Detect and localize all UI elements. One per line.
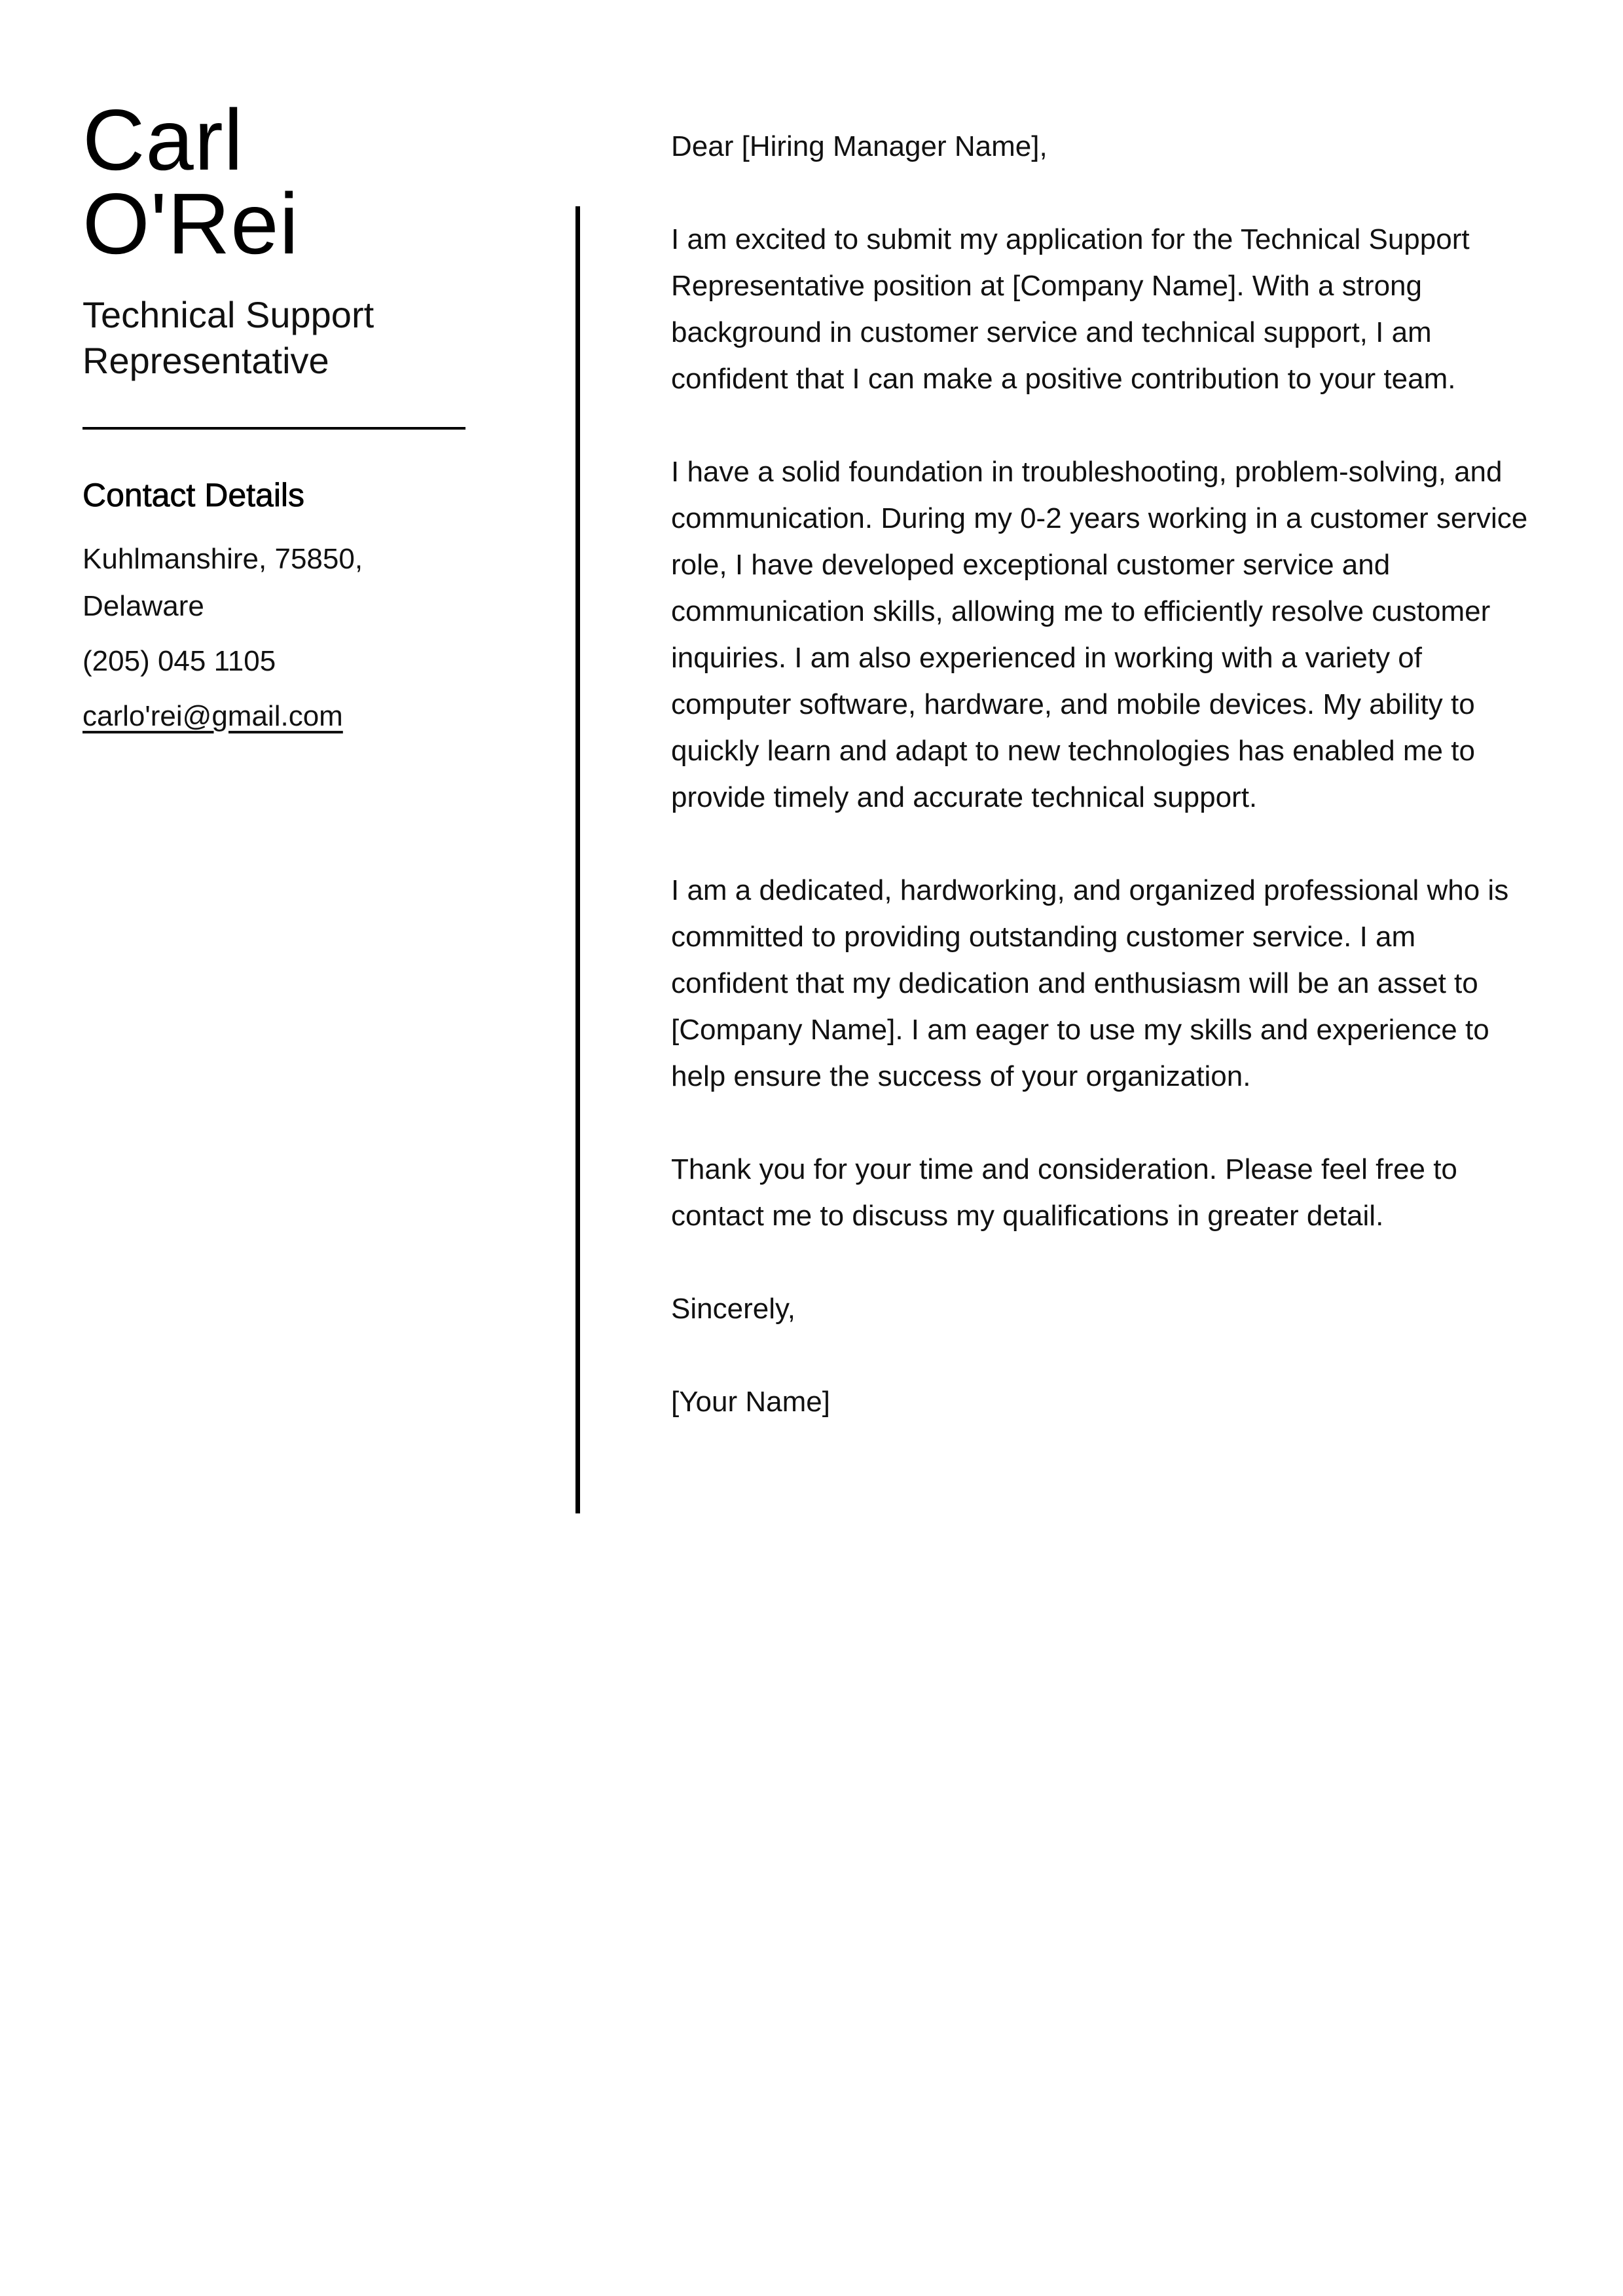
vertical-divider — [575, 206, 580, 1513]
contact-phone: (205) 045 1105 — [82, 645, 276, 677]
signature: [Your Name] — [671, 1386, 830, 1418]
closing: Sincerely, — [671, 1293, 795, 1325]
sidebar-divider — [82, 427, 465, 430]
job-title: Technical Support Representative — [82, 294, 374, 381]
paragraph-thanks: Thank you for your time and consideration. Please feel free to contact me to discuss my qualifications in greater detail. — [671, 1153, 1457, 1232]
candidate-name — [82, 92, 475, 272]
contact-heading: Contact Details — [82, 477, 305, 513]
sidebar — [82, 92, 475, 740]
salutation: Dear [Hiring Manager Name], — [671, 130, 1048, 162]
paragraph-intro: I am excited to submit my application for the Technical Support Representative position at [Company Name]. With a strong background in customer service and technical support, I am confident that I can make a positive contribution to your team. — [671, 223, 1470, 395]
letter-body — [671, 123, 1529, 1425]
paragraph-qualities: I am a dedicated, hardworking, and organized professional who is committed to providing outstanding customer service. I am confident that my dedication and enthusiasm will be an asset to [Company Name]. I am eager to use my skills and experience to help ensure the success of your organization. — [671, 874, 1509, 1092]
last-name: O'Rei — [82, 176, 299, 272]
contact-email-link[interactable]: carlo'rei@gmail.com — [82, 700, 343, 732]
paragraph-experience: I have a solid foundation in troubleshooting, problem-solving, and communication. During my 0-2 years working in a customer service role, I have developed exceptional customer service and communication skills, allowing me to efficiently resolve customer inquiries. I am also experienced in working with a variety of computer software, hardware, and mobile devices. My ability to quickly learn and adapt to new technologies has enabled me to provide timely and accurate technical support. — [671, 456, 1528, 813]
first-name: Carl — [82, 92, 244, 188]
contact-address: Kuhlmanshire, 75850, Delaware — [82, 543, 363, 622]
